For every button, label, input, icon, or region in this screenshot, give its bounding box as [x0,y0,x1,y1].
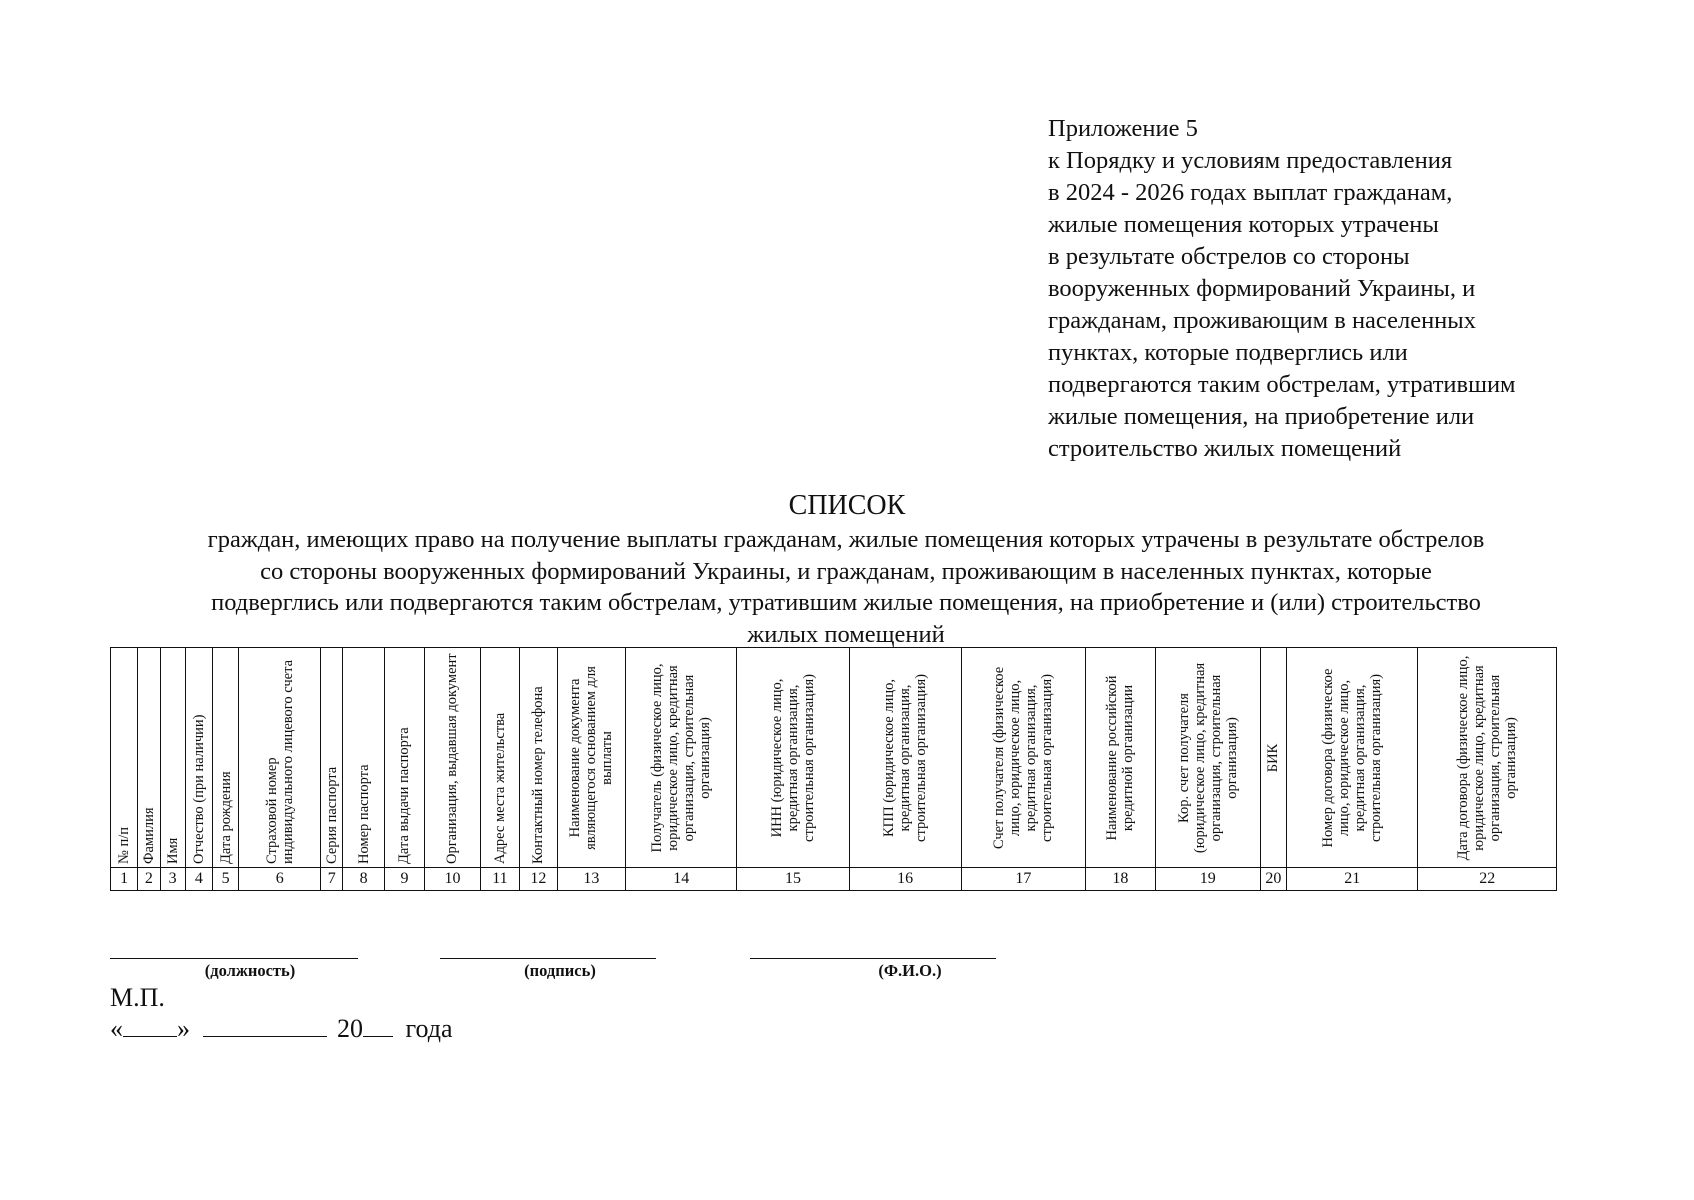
column-header-cell [138,648,160,868]
subtitle-line: подверглись или подвергаются таким обстрелам, утратившим жилые помещения, на приобретение и (или) строительство [211,589,1481,616]
column-header-cell [321,648,343,868]
column-header-label: Счет получателя (физическое лицо, юридическое лицо, кредитная организация, строительная организация) [991,666,1056,849]
column-header-label: Кор. счет получателя (юридическое лицо, кредитная организация, строительная организация) [1175,662,1240,853]
signature-line [440,958,656,959]
column-number-cell: 10 [425,868,481,891]
column-header-cell [160,648,185,868]
column-number-cell: 22 [1418,868,1557,891]
column-header-cell [626,648,737,868]
month-blank [203,1014,327,1037]
column-header-cell [1155,648,1260,868]
column-header-label: Наименование документа являющегося основанием для выплаты [567,665,616,850]
column-number-cell: 18 [1085,868,1155,891]
column-header-cell [1418,648,1557,868]
appendix-line: подвергаются таким обстрелам, утратившим [1048,371,1516,398]
full-name-line [750,958,996,959]
column-header-cell [239,648,321,868]
document-title: СПИСОК [788,490,906,521]
date-open-quote: « [110,1014,123,1043]
position-line [110,958,358,959]
column-header-cell [384,648,424,868]
appendix-line: жилые помещения которых утрачены [1048,211,1439,238]
column-number-cell: 16 [849,868,961,891]
document-subtitle [100,524,1592,650]
subtitle-line: со стороны вооруженных формирований Украины, и гражданам, проживающим в населенных пунктах, которые [260,557,1432,585]
column-number-cell: 3 [160,868,185,891]
column-number-cell: 11 [480,868,519,891]
column-number-cell: 12 [520,868,557,891]
column-header-cell [185,648,212,868]
date-close-quote: » [177,1014,190,1043]
column-header-cell [425,648,481,868]
column-header-label: Наименование российской кредитной организации [1104,675,1137,840]
column-header-cell [480,648,519,868]
column-header-label: Организация, выдавшая документ [444,652,461,864]
stamp-place-label: М.П. [110,983,165,1012]
appendix-block [1048,113,1608,465]
column-header-label: Серия паспорта [323,766,340,864]
year-blank [363,1014,393,1037]
column-header-cell [1085,648,1155,868]
date-year-prefix: 20 [337,1014,363,1043]
column-number-cell: 4 [185,868,212,891]
column-number-cell: 1 [111,868,138,891]
column-number-cell: 2 [138,868,160,891]
column-number-cell: 7 [321,868,343,891]
column-header-label: Страховой номер индивидуального лицевого счета [263,659,296,864]
column-header-label: Дата договора (физическое лицо, юридическое лицо, кредитная организация, строительная организация) [1455,655,1520,860]
column-header-cell [557,648,626,868]
column-number-cell: 5 [213,868,239,891]
appendix-line: жилые помещения, на приобретение или [1048,403,1475,430]
column-header-label: Имя [164,837,181,864]
column-header-label: Адрес места жительства [491,712,508,864]
column-number-cell: 15 [737,868,849,891]
date-suffix: года [405,1014,453,1043]
column-header-cell [520,648,557,868]
column-header-label: № п/п [116,826,133,864]
subtitle-line: жилых помещений [747,620,945,648]
column-header-cell [849,648,961,868]
column-header-label: Фамилия [140,807,157,864]
column-number-cell: 14 [626,868,737,891]
column-header-cell [213,648,239,868]
appendix-line: пунктах, которые подверглись или [1048,339,1408,366]
column-header-cell [1287,648,1418,868]
column-header-label: Отчество (при наличии) [190,714,207,864]
column-number-cell: 13 [557,868,626,891]
column-number-cell: 19 [1155,868,1260,891]
appendix-line: в 2024 - 2026 годах выплат гражданам, [1048,179,1453,206]
column-header-label: КПП (юридическое лицо, кредитная организация, строительная организация) [881,673,930,842]
column-number-cell: 8 [343,868,384,891]
column-header-cell [1260,648,1286,868]
signature-label: (подпись) [524,961,596,980]
column-header-cell [111,648,138,868]
appendix-line: гражданам, проживающим в населенных [1048,307,1477,334]
appendix-line: к Порядку и условиям предоставления [1048,147,1453,174]
column-header-label: ИНН (юридическое лицо, кредитная организация, строительная организация) [768,673,817,842]
position-label: (должность) [204,961,296,980]
column-header-cell [343,648,384,868]
column-number-cell: 21 [1287,868,1418,891]
appendix-line: вооруженных формирований Украины, и [1048,275,1476,302]
appendix-line: строительство жилых помещений [1048,435,1402,462]
column-header-label: БИК [1265,743,1282,772]
citizens-register-table [110,647,1557,891]
subtitle-line: граждан, имеющих право на получение выплаты гражданам, жилые помещения которых утрачены в результате обстрелов [207,526,1485,553]
full-name-label: (Ф.И.О.) [878,961,942,980]
column-header-cell [961,648,1085,868]
column-number-cell: 9 [384,868,424,891]
column-header-label: Номер паспорта [355,763,372,864]
table-column-number-row [111,868,1557,891]
table-header-row [111,648,1557,868]
day-blank [123,1014,177,1037]
column-number-cell: 17 [961,868,1085,891]
column-number-cell: 20 [1260,868,1286,891]
date-line [110,1014,453,1044]
column-header-label: Контактный номер телефона [530,685,547,864]
appendix-line: Приложение 5 [1048,115,1198,142]
column-header-label: Дата рождения [217,770,234,864]
column-header-cell [737,648,849,868]
appendix-line: в результате обстрелов со стороны [1048,243,1410,270]
column-header-label: Номер договора (физическое лицо, юридическое лицо, кредитная организация, строительная организация) [1320,668,1385,847]
column-header-label: Дата выдачи паспорта [396,726,413,864]
column-number-cell: 6 [239,868,321,891]
column-header-label: Получатель (физическое лицо, юридическое лицо, кредитная организация, строительная организация) [649,662,714,853]
